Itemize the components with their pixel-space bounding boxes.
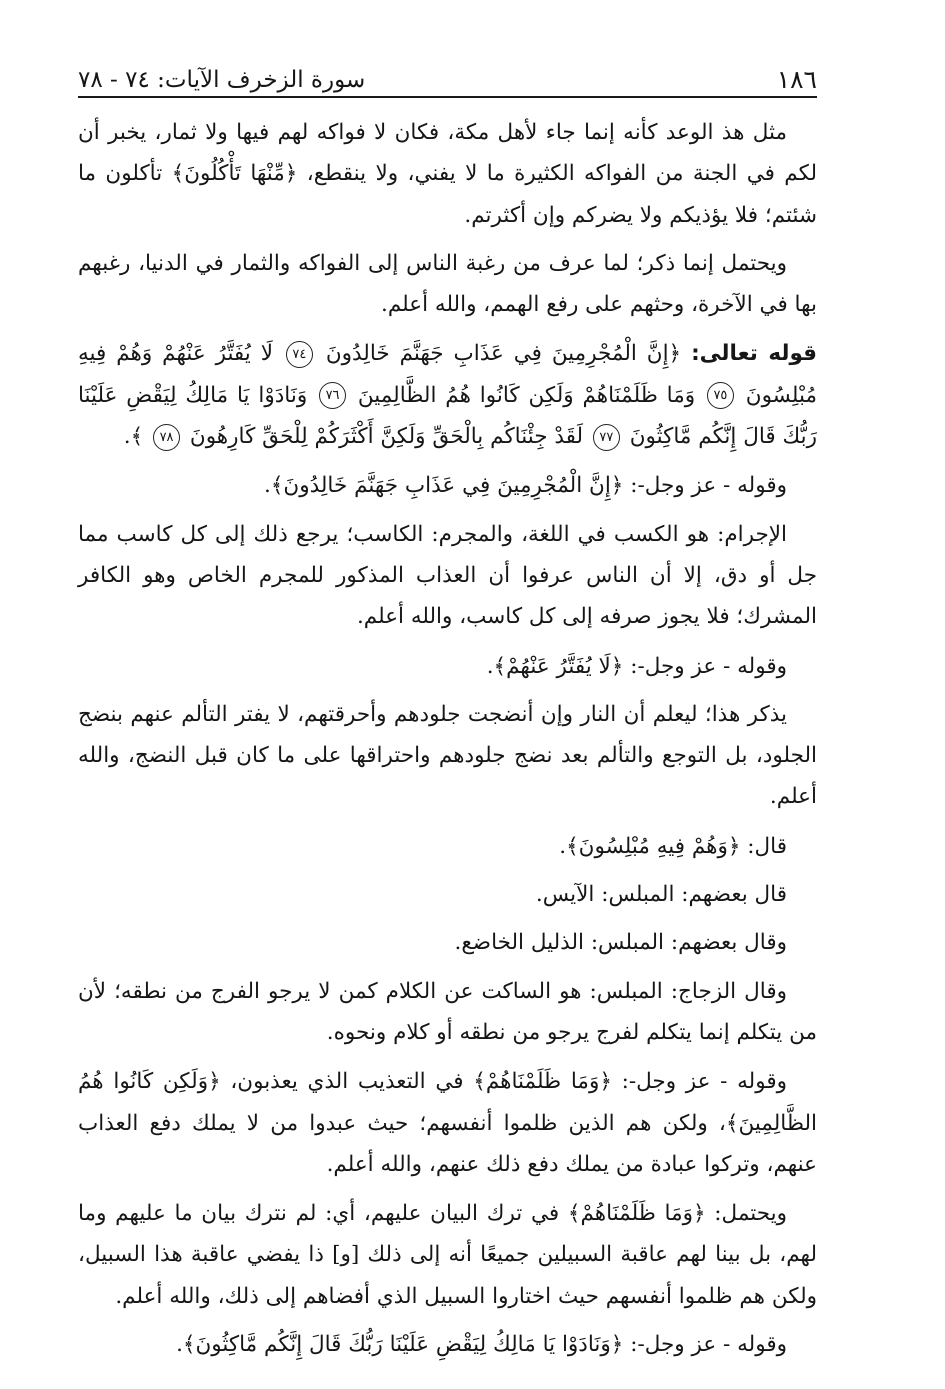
page-body (78, 112, 817, 1372)
quran-text-end: ﴾. (123, 424, 144, 450)
running-title: سورة الزخرف الآيات: ٧٤ - ٧٨ (78, 67, 366, 93)
paragraph: وقال الزجاج: المبلس: هو الساكت عن الكلام كمن لا يرجو الفرج من نطقه؛ لأن من يتكلم إنما يتكلم لفرج يرجو من نطقه أو كلام ونحوه. (78, 978, 817, 1045)
page-header (78, 52, 817, 98)
paragraph: وقوله - عز وجل-: ﴿إِنَّ الْمُجْرِمِينَ فِي عَذَابِ جَهَنَّمَ خَالِدُونَ﴾. (263, 473, 787, 499)
paragraph: وقوله - عز وجل-: ﴿وَمَا ظَلَمْنَاهُمْ﴾ في التعذيب الذي يعذبون، ﴿وَلَكِن كَانُوا هُمُ الظَّالِمِينَ﴾، ولكن هم الذين ظلموا أنفسهم؛ حيث عبدوا من لا يملك دفع العذاب عنهم، وتركوا عبادة من يملك دفع ذلك عنهم، والله أعلم. (78, 1069, 817, 1177)
paragraph: يذكر هذا؛ ليعلم أن النار وإن أنضجت جلودهم وأحرقتهم، لا يفتر التألم عنهم بنضج الجلود، بل التوجع والتألم بعد نضج جلودهم واحتراقها على ما كان قبل النضج، والله أعلم. (78, 701, 817, 810)
quran-verses-block (78, 333, 817, 457)
ayah-number-marker: ٧٥ (707, 382, 734, 409)
quran-text: لَا يُفَتَّرُ عَنْهُمْ وَهُمْ فِيهِ مُبْلِسُونَ (78, 341, 817, 408)
ayah-number-marker: ٧٦ (319, 382, 346, 409)
paragraph: وقال بعضهم: المبلس: الذليل الخاضع. (454, 930, 787, 956)
paragraph: قال بعضهم: المبلس: الآيس. (535, 882, 787, 908)
verse-intro-label: قوله تعالى: (691, 341, 818, 367)
paragraph: الإجرام: هو الكسب في اللغة، والمجرم: الكاسب؛ يرجع ذلك إلى كل كاسب مما جل أو دق، إلا أن الناس عرفوا أن العذاب المذكور للمجرم الخاص وهو الكافر المشرك؛ فلا يجوز صرفه إلى كل كاسب، والله أعلم. (78, 521, 817, 630)
paragraph: ويحتمل: ﴿وَمَا ظَلَمْنَاهُمْ﴾ في ترك البيان عليهم، أي: لم نترك بيان ما عليهم وما لهم، بل بينا لهم عاقبة السبيلين جميعًا أنه إلى ذلك [و] ذا يفضي عاقبة هذا السبيل، ولكن هم ظلموا أنفسهم حيث اختاروا السبيل الذي أفضاهم إلى ذلك، والله أعلم. (78, 1201, 817, 1309)
paragraph: قال: ﴿وَهُمْ فِيهِ مُبْلِسُونَ﴾. (559, 833, 787, 859)
quran-text: لَقَدْ جِئْنَاكُم بِالْحَقِّ وَلَكِنَّ أَكْثَرَكُمْ لِلْحَقِّ كَارِهُونَ (189, 424, 584, 450)
quran-text: وَمَا ظَلَمْنَاهُمْ وَلَكِن كَانُوا هُمُ الظَّالِمِينَ (357, 382, 696, 408)
page-number: ١٨٦ (776, 65, 817, 94)
quran-text: ﴿إِنَّ الْمُجْرِمِينَ فِي عَذَابِ جَهَنَّمَ خَالِدُونَ (325, 341, 682, 367)
ayah-number-marker: ٧٤ (286, 341, 313, 368)
quran-text: وَنَادَوْا يَا مَالِكُ لِيَقْضِ عَلَيْنَا رَبُّكَ قَالَ إِنَّكُم مَّاكِثُونَ (78, 382, 817, 450)
paragraph: وقوله - عز وجل-: ﴿وَنَادَوْا يَا مَالِكُ لِيَقْضِ عَلَيْنَا رَبُّكَ قَالَ إِنَّكُم مَّاكِثُونَ﴾. (176, 1332, 787, 1358)
paragraph: مثل هذ الوعد كأنه إنما جاء لأهل مكة، فكان لا فواكه لهم فيها ولا ثمار، يخبر أن لكم في الجنة من الفواكه الكثيرة ما لا يفني، ولا ينقطع، ﴿مِّنْهَا تَأْكُلُونَ﴾ تأكلون ما شئتم؛ فلا يؤذيكم ولا يضركم وإن أكثرتم. (78, 120, 817, 228)
paragraph: ويحتمل إنما ذكر؛ لما عرف من رغبة الناس إلى الفواكه والثمار في الدنيا، رغبهم بها في الآخرة، وحثهم على رفع الهمم، والله أعلم. (78, 250, 817, 318)
paragraph: وقوله - عز وجل-: ﴿لَا يُفَتَّرُ عَنْهُمْ﴾. (486, 653, 787, 679)
ayah-number-marker: ٧٧ (593, 424, 620, 451)
ayah-number-marker: ٧٨ (153, 424, 180, 451)
